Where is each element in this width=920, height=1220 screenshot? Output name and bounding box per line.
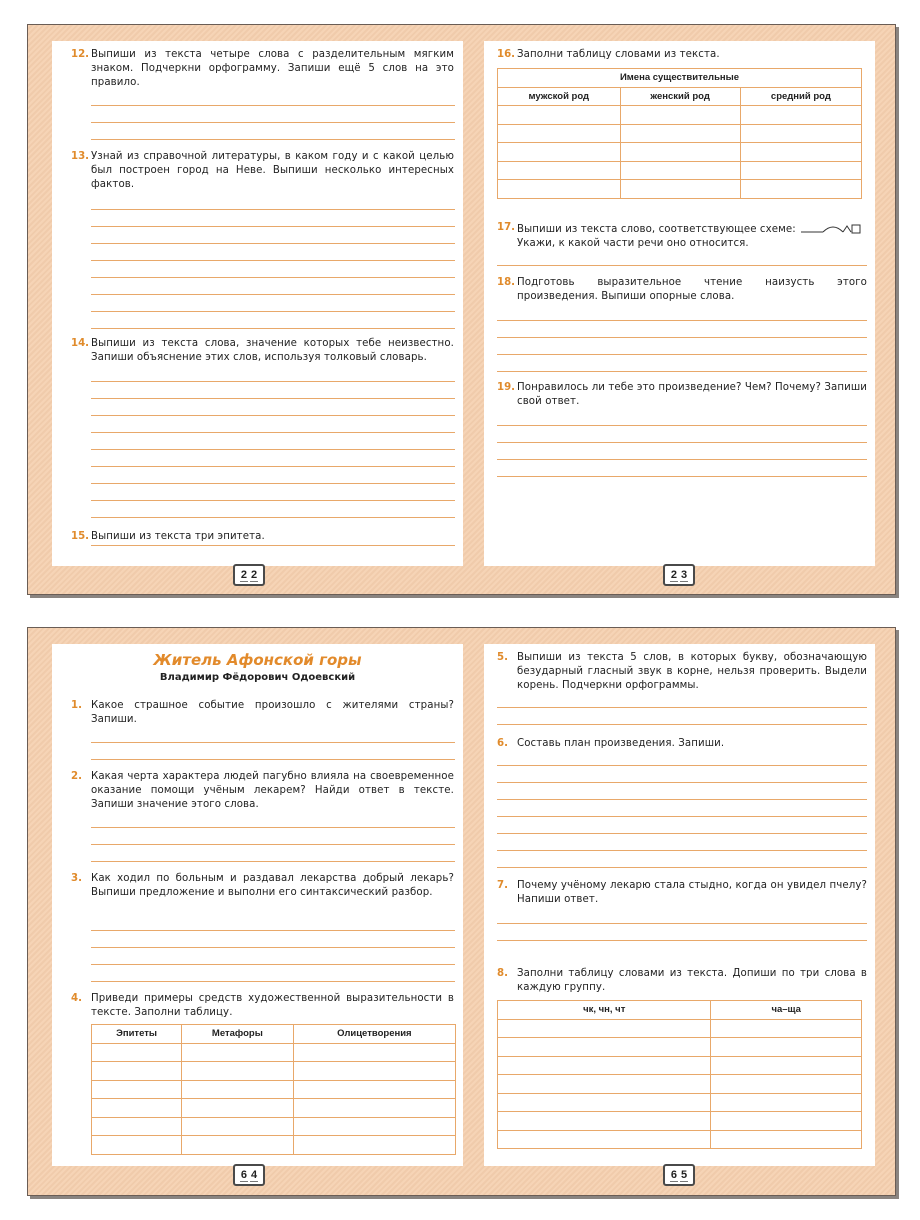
task-5 <box>497 651 867 693</box>
task-text: Узнай из справочной литературы, в каком году и с какой целью был построен город на Неве. Выпиши несколько интересных фактов. <box>91 151 454 190</box>
task-number: 16. <box>497 49 516 60</box>
table-cell[interactable] <box>740 106 861 125</box>
answer-lines-6[interactable] <box>497 765 867 875</box>
answer-lines-7[interactable] <box>497 923 867 943</box>
page-22 <box>52 41 463 581</box>
col-metaphors: Метафоры <box>182 1025 294 1044</box>
task-2 <box>71 770 454 812</box>
task-6 <box>497 737 867 751</box>
task-number: 17. <box>497 222 516 233</box>
task-1 <box>71 699 454 727</box>
task-number: 8. <box>497 968 508 979</box>
table-cell[interactable] <box>498 124 621 143</box>
table-cell[interactable] <box>711 1130 862 1149</box>
table-cell[interactable] <box>293 1043 455 1062</box>
table-cell[interactable] <box>740 180 861 199</box>
task-number: 5. <box>497 652 508 663</box>
answer-lines-18[interactable] <box>497 320 867 380</box>
col-personifications: Олицетворения <box>293 1025 455 1044</box>
table-cell[interactable] <box>182 1062 294 1081</box>
task-text: Как ходил по больным и раздавал лекарства добрый лекарь? Выпиши предложение и выполни его синтаксический разбор. <box>91 873 454 898</box>
table-cell[interactable] <box>620 124 740 143</box>
table-cell[interactable] <box>92 1043 182 1062</box>
table-cell[interactable] <box>293 1080 455 1099</box>
task-text: Заполни таблицу словами из текста. Допиши по три слова в каждую группу. <box>517 968 867 993</box>
task-number: 4. <box>71 993 82 1004</box>
table-cell[interactable] <box>711 1038 862 1057</box>
table-cell[interactable] <box>293 1062 455 1081</box>
answer-lines-1[interactable] <box>91 742 455 762</box>
table-cell[interactable] <box>498 1075 711 1094</box>
task-text: Выпиши из текста четыре слова с разделительным мягким знаком. Подчеркни орфограмму. Запиши ещё 5 слов на это правило. <box>91 49 454 88</box>
table-cell[interactable] <box>92 1136 182 1155</box>
task-text: Понравилось ли тебе это произведение? Чем? Почему? Запиши свой ответ. <box>517 382 867 407</box>
task-number: 12. <box>71 49 90 60</box>
page-64 <box>52 644 463 1181</box>
task-12 <box>71 48 454 90</box>
task-text: Какая черта характера людей пагубно влияла на своевременное оказание помощи учёным лекарем? Найди ответ в тексте. Запиши значение этого слова. <box>91 771 454 810</box>
story-author: Владимир Фёдорович Одоевский <box>159 672 356 683</box>
task-number: 15. <box>71 531 90 542</box>
table-cell[interactable] <box>498 1093 711 1112</box>
answer-lines-2[interactable] <box>91 827 455 867</box>
table-header: Имена существительные <box>498 69 862 88</box>
answer-lines-19[interactable] <box>497 425 867 485</box>
table-cell[interactable] <box>498 1056 711 1075</box>
task-number: 13. <box>71 151 90 162</box>
word-scheme-icon <box>799 221 863 235</box>
table-cell[interactable] <box>498 143 621 162</box>
table-cell[interactable] <box>293 1136 455 1155</box>
workbook-spread-2 <box>27 627 896 1196</box>
table-cell[interactable] <box>740 124 861 143</box>
task-number: 7. <box>497 880 508 891</box>
task-text: Укажи, к какой части речи оно относится. <box>517 238 749 249</box>
task-text: Почему учёному лекарю стала стыдно, когда он увидел пчелу? Напиши ответ. <box>517 880 867 905</box>
table-cell[interactable] <box>498 1019 711 1038</box>
task-text: Выпиши из текста слово, соответствующее схеме: <box>517 224 796 235</box>
task-number: 6. <box>497 738 508 749</box>
table-cell[interactable] <box>740 161 861 180</box>
col-cha-scha: ча–ща <box>711 1001 862 1020</box>
col-feminine: женский род <box>620 87 740 106</box>
workbook-spread-1 <box>27 24 896 595</box>
table-cell[interactable] <box>620 106 740 125</box>
task-number: 19. <box>497 382 516 393</box>
col-masculine: мужской род <box>498 87 621 106</box>
task-15 <box>71 530 454 544</box>
page-23 <box>484 41 875 581</box>
task-number: 14. <box>71 338 90 349</box>
page-number-65: 6 5 <box>663 1164 695 1186</box>
table-cell[interactable] <box>620 143 740 162</box>
table-cell[interactable] <box>498 1130 711 1149</box>
answer-lines-15[interactable] <box>91 545 455 547</box>
col-epithets: Эпитеты <box>92 1025 182 1044</box>
table-cell[interactable] <box>182 1043 294 1062</box>
task-4 <box>71 992 454 1020</box>
col-chk-chn-cht: чк, чн, чт <box>498 1001 711 1020</box>
answer-lines-14[interactable] <box>91 381 455 511</box>
expressive-means-table <box>91 1024 456 1155</box>
task-number: 1. <box>71 700 82 711</box>
table-cell[interactable] <box>711 1112 862 1131</box>
task-text: Какое страшное событие произошло с жителями страны? Запиши. <box>91 700 454 725</box>
task-text: Заполни таблицу словами из текста. <box>517 49 720 60</box>
table-cell[interactable] <box>92 1117 182 1136</box>
table-cell[interactable] <box>620 161 740 180</box>
table-cell[interactable] <box>92 1099 182 1118</box>
answer-lines-5[interactable] <box>497 707 867 727</box>
task-8 <box>497 967 867 995</box>
table-cell[interactable] <box>182 1099 294 1118</box>
task-text: Подготовь выразительное чтение наизусть этого произведения. Выпиши опорные слова. <box>517 277 867 302</box>
task-text: Выпиши из текста слова, значение которых тебе неизвестно. Запиши объяснение этих слов, используя толковый словарь. <box>91 338 454 363</box>
task-13 <box>71 150 454 192</box>
table-cell[interactable] <box>293 1099 455 1118</box>
table-cell[interactable] <box>498 180 621 199</box>
table-cell[interactable] <box>498 1038 711 1057</box>
task-number: 3. <box>71 873 82 884</box>
table-cell[interactable] <box>711 1075 862 1094</box>
table-cell[interactable] <box>711 1019 862 1038</box>
task-text: Составь план произведения. Запиши. <box>517 738 725 749</box>
task-19 <box>497 381 867 409</box>
task-3 <box>71 872 454 900</box>
page-number-23: 2 3 <box>663 564 695 586</box>
page-65 <box>484 644 875 1181</box>
task-17 <box>497 221 867 251</box>
task-text: Приведи примеры средств художественной выразительности в тексте. Заполни таблицу. <box>91 993 454 1018</box>
page-number-64: 6 4 <box>233 1164 265 1186</box>
table-cell[interactable] <box>182 1117 294 1136</box>
task-16 <box>497 48 867 62</box>
table-cell[interactable] <box>182 1136 294 1155</box>
task-text: Выпиши из текста 5 слов, в которых букву, обозначающую безударный гласный звук в корне, нельзя проверить. Выдели корень. Подчеркни орфограммы. <box>517 652 867 691</box>
col-neuter: средний род <box>740 87 861 106</box>
task-14 <box>71 337 454 365</box>
table-cell[interactable] <box>182 1080 294 1099</box>
table-cell[interactable] <box>498 161 621 180</box>
task-number: 2. <box>71 771 82 782</box>
table-cell[interactable] <box>711 1056 862 1075</box>
table-cell[interactable] <box>92 1062 182 1081</box>
answer-lines-17[interactable] <box>497 265 867 267</box>
page-number-22: 2 2 <box>233 564 265 586</box>
answer-lines-3[interactable] <box>91 930 455 990</box>
table-cell[interactable] <box>293 1117 455 1136</box>
spelling-table <box>497 1000 862 1149</box>
table-cell[interactable] <box>620 180 740 199</box>
task-text: Выпиши из текста три эпитета. <box>91 531 265 542</box>
table-cell[interactable] <box>498 106 621 125</box>
answer-lines-13[interactable] <box>91 209 455 329</box>
table-cell[interactable] <box>711 1093 862 1112</box>
task-number: 18. <box>497 277 516 288</box>
task-7 <box>497 879 867 907</box>
table-cell[interactable] <box>92 1080 182 1099</box>
task-18 <box>497 276 867 304</box>
story-title: Житель Афонской горы <box>153 651 362 669</box>
table-cell[interactable] <box>740 143 861 162</box>
nouns-table <box>497 68 862 199</box>
answer-lines-12[interactable] <box>91 105 455 145</box>
table-cell[interactable] <box>498 1112 711 1131</box>
